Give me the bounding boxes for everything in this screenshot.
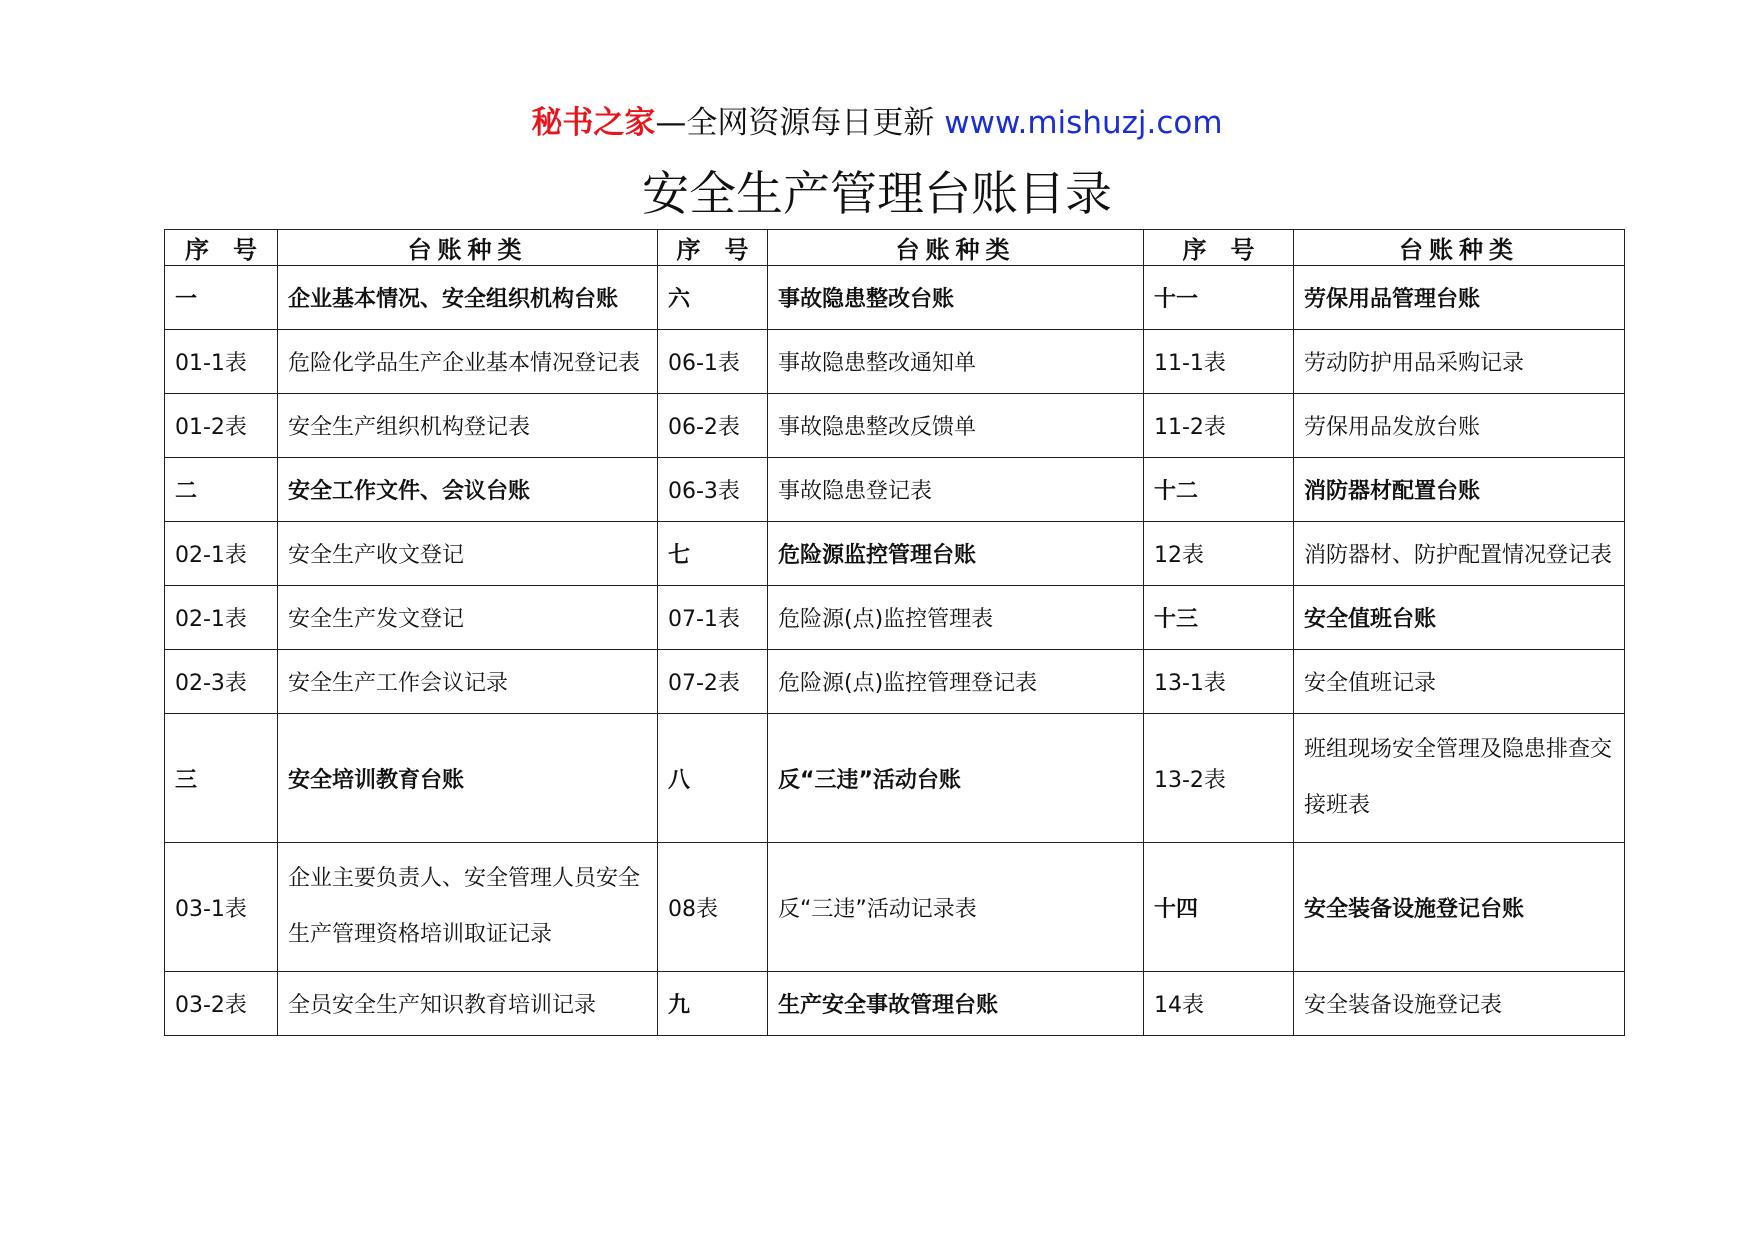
table-cell-seq-1: 03-1表 xyxy=(165,843,278,972)
table-cell-type-2: 事故隐患登记表 xyxy=(768,458,1144,522)
table-cell-type-1: 企业主要负责人、安全管理人员安全生产管理资格培训取证记录 xyxy=(278,843,658,972)
table-cell-type-3: 班组现场安全管理及隐患排查交接班表 xyxy=(1294,714,1625,843)
table-row xyxy=(165,972,1625,1036)
table-cell-seq-1: 二 xyxy=(165,458,278,522)
table-cell-type-3: 消防器材、防护配置情况登记表 xyxy=(1294,522,1625,586)
table-row xyxy=(165,650,1625,714)
table-cell-seq-1: 02-3表 xyxy=(165,650,278,714)
table-cell-seq-2: 八 xyxy=(658,714,768,843)
table-cell-seq-3: 十三 xyxy=(1144,586,1294,650)
table-cell-seq-3: 13-1表 xyxy=(1144,650,1294,714)
table-cell-seq-3: 十一 xyxy=(1144,266,1294,330)
table-cell-type-1: 企业基本情况、安全组织机构台账 xyxy=(278,266,658,330)
table-cell-type-3: 劳保用品发放台账 xyxy=(1294,394,1625,458)
table-cell-type-2: 生产安全事故管理台账 xyxy=(768,972,1144,1036)
table-row xyxy=(165,586,1625,650)
site-url-link[interactable]: www.mishuzj.com xyxy=(944,105,1223,141)
table-row xyxy=(165,394,1625,458)
table-cell-type-1: 安全生产发文登记 xyxy=(278,586,658,650)
table-cell-type-2: 反“三违”活动台账 xyxy=(768,714,1144,843)
table-cell-type-1: 危险化学品生产企业基本情况登记表 xyxy=(278,330,658,394)
table-cell-seq-2: 07-2表 xyxy=(658,650,768,714)
ledger-table xyxy=(164,229,1625,1036)
table-cell-seq-3: 十四 xyxy=(1144,843,1294,972)
slogan: —全网资源每日更新 xyxy=(655,105,935,141)
table-cell-seq-2: 06-3表 xyxy=(658,458,768,522)
table-row xyxy=(165,266,1625,330)
table-cell-type-3: 劳保用品管理台账 xyxy=(1294,266,1625,330)
table-cell-seq-1: 02-1表 xyxy=(165,586,278,650)
table-cell-seq-3: 十二 xyxy=(1144,458,1294,522)
table-cell-seq-1: 一 xyxy=(165,266,278,330)
table-row xyxy=(165,458,1625,522)
table-cell-seq-2: 07-1表 xyxy=(658,586,768,650)
table-cell-seq-2: 06-1表 xyxy=(658,330,768,394)
table-cell-type-1: 安全工作文件、会议台账 xyxy=(278,458,658,522)
table-row xyxy=(165,522,1625,586)
table-cell-seq-2: 08表 xyxy=(658,843,768,972)
table-cell-seq-3: 11-2表 xyxy=(1144,394,1294,458)
table-cell-seq-3: 14表 xyxy=(1144,972,1294,1036)
header-type-3: 台账种类 xyxy=(1294,230,1625,266)
table-cell-type-2: 危险源(点)监控管理登记表 xyxy=(768,650,1144,714)
table-cell-type-1: 安全生产工作会议记录 xyxy=(278,650,658,714)
table-cell-type-3: 安全值班台账 xyxy=(1294,586,1625,650)
table-cell-type-2: 反“三违”活动记录表 xyxy=(768,843,1144,972)
table-cell-seq-2: 06-2表 xyxy=(658,394,768,458)
table-cell-seq-1: 01-2表 xyxy=(165,394,278,458)
table-cell-type-2: 危险源(点)监控管理表 xyxy=(768,586,1144,650)
table-cell-type-1: 安全培训教育台账 xyxy=(278,714,658,843)
table-cell-seq-1: 02-1表 xyxy=(165,522,278,586)
table-cell-type-2: 危险源监控管理台账 xyxy=(768,522,1144,586)
header-type-2: 台账种类 xyxy=(768,230,1144,266)
header-seq-1: 序 号 xyxy=(165,230,278,266)
table-row xyxy=(165,843,1625,972)
table-row xyxy=(165,714,1625,843)
table-cell-seq-3: 12表 xyxy=(1144,522,1294,586)
table-cell-seq-2: 九 xyxy=(658,972,768,1036)
table-cell-seq-1: 03-2表 xyxy=(165,972,278,1036)
table-cell-seq-2: 七 xyxy=(658,522,768,586)
table-cell-seq-2: 六 xyxy=(658,266,768,330)
brand-name: 秘书之家 xyxy=(531,105,656,141)
site-banner xyxy=(0,101,1754,145)
document-title: 安全生产管理台账目录 xyxy=(642,167,1112,222)
ledger-body xyxy=(165,266,1625,1036)
table-cell-seq-3: 11-1表 xyxy=(1144,330,1294,394)
table-cell-seq-3: 13-2表 xyxy=(1144,714,1294,843)
table-cell-type-1: 安全生产组织机构登记表 xyxy=(278,394,658,458)
table-row xyxy=(165,330,1625,394)
table-cell-type-3: 安全值班记录 xyxy=(1294,650,1625,714)
header-seq-3: 序 号 xyxy=(1144,230,1294,266)
header-seq-2: 序 号 xyxy=(658,230,768,266)
table-cell-type-2: 事故隐患整改通知单 xyxy=(768,330,1144,394)
table-cell-type-3: 劳动防护用品采购记录 xyxy=(1294,330,1625,394)
table-cell-type-2: 事故隐患整改台账 xyxy=(768,266,1144,330)
table-cell-seq-1: 01-1表 xyxy=(165,330,278,394)
table-cell-type-1: 全员安全生产知识教育培训记录 xyxy=(278,972,658,1036)
table-cell-type-3: 安全装备设施登记台账 xyxy=(1294,843,1625,972)
table-cell-type-1: 安全生产收文登记 xyxy=(278,522,658,586)
table-cell-type-3: 安全装备设施登记表 xyxy=(1294,972,1625,1036)
table-cell-seq-1: 三 xyxy=(165,714,278,843)
header-type-1: 台账种类 xyxy=(278,230,658,266)
table-cell-type-2: 事故隐患整改反馈单 xyxy=(768,394,1144,458)
table-header-row xyxy=(165,230,1625,266)
table-cell-type-3: 消防器材配置台账 xyxy=(1294,458,1625,522)
